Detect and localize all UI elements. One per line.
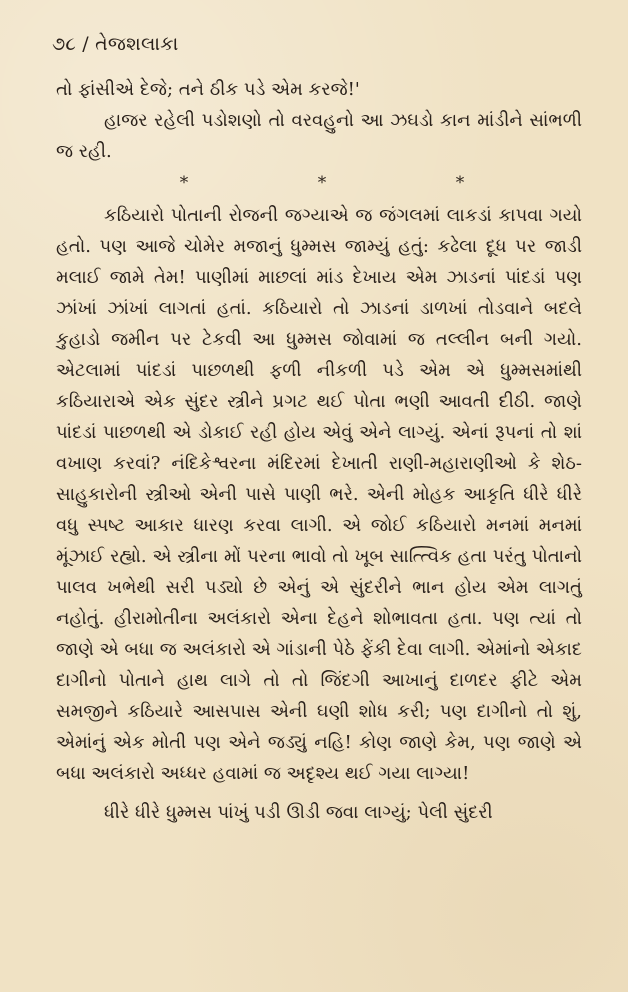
separator-star-2: * xyxy=(317,173,327,193)
paragraph-2: હાજર રહેલી પડોશણો તો વરવહુનો આ ઝઘડો કાન માંડીને સાંભળી જ રહી. xyxy=(56,110,582,162)
paragraph-1: તો ફાંસીએ દેજે; તને ઠીક પડે એમ કરજે!' xyxy=(56,79,360,100)
separator-star-1: * xyxy=(179,173,189,193)
separator-star-3: * xyxy=(455,173,465,193)
running-head: ૭૮ / તેજશલાકા xyxy=(52,33,179,55)
paragraph-4: ધીરે ધીરે ધુમ્મસ પાંખું પડી ઊડી જવા લાગ્યું; પેલી સુંદરી xyxy=(104,802,493,823)
paragraph-3: કઠિયારો પોતાની રોજની જગ્યાએ જ જંગલમાં લાકડાં કાપવા ગયો હતો. પણ આજે ચોમેર મજાનું ધુમ્મસ જામ્યું હતું: કઢેલા દૂધ પર જાડી મલાઈ જામે તેમ! પાણીમાં માછલાં માંડ દેખાય એમ ઝાડનાં પાંદડાં પણ ઝાંખાં ઝાંખાં લાગતાં હતાં. કઠિયારો તો ઝાડનાં ડાળખાં તોડવાને બદલે કુહાડો જમીન પર ટેકવી આ ધુમ્મસ જોવામાં જ તલ્લીન બની ગયો. એટલામાં પાંદડાં પાછળથી ફળી નીકળી પડે એમ એ ધુમ્મસમાંથી કઠિયારાએ એક સુંદર સ્ત્રીને પ્રગટ થઈ પોતા ભણી આવતી દીઠી. જાણે પાંદડાં પાછળથી એ ડોકાઈ રહી હોય એવું એને લાગ્યું. એનાં રૂપનાં તો શાં વખાણ કરવાં? નંદિકેશ્વરના મંદિરમાં દેખાતી રાણી-મહારાણીઓ કે શેઠ-સાહુકારોની સ્ત્રીઓ એની પાસે પાણી ભરે. એની મોહક આકૃતિ ધીરે ધીરે વધુ સ્પષ્ટ આકાર ધારણ કરવા લાગી. એ જોઈ કઠિયારો મનમાં મનમાં મૂંઝાઈ રહ્યો. એ સ્ત્રીના મોં પરના ભાવો તો ખૂબ સાત્ત્વિક હતા પરંતુ પોતાનો પાલવ ખભેથી સરી પડ્યો છે એનું એ સુંદરીને ભાન હોય એમ લાગતું નહોતું. હીરામોતીના અલંકારો એના દેહને શોભાવતા હતા. પણ ત્યાં તો જાણે એ બધા જ અલંકારો એ ગાંડાની પેઠે ફેંકી દેવા લાગી. એમાંનો એકાદ દાગીનો પોતાને હાથ લાગે તો તો જિંદગી આખાનું દાળદર ફીટે એમ સમજીને કઠિયારે આસપાસ એની ઘણી શોધ કરી; પણ દાગીનો તો શું, એમાંનું એક મોતી પણ એને જડ્યું નહિ! કોણ જાણે કેમ, પણ જાણે એ બધા અલંકારો અધ્ધર હવામાં જ અદૃશ્ય થઈ ગયા લાગ્યા! xyxy=(56,205,582,784)
paragraph-gap xyxy=(56,789,582,797)
section-separator xyxy=(168,173,470,193)
